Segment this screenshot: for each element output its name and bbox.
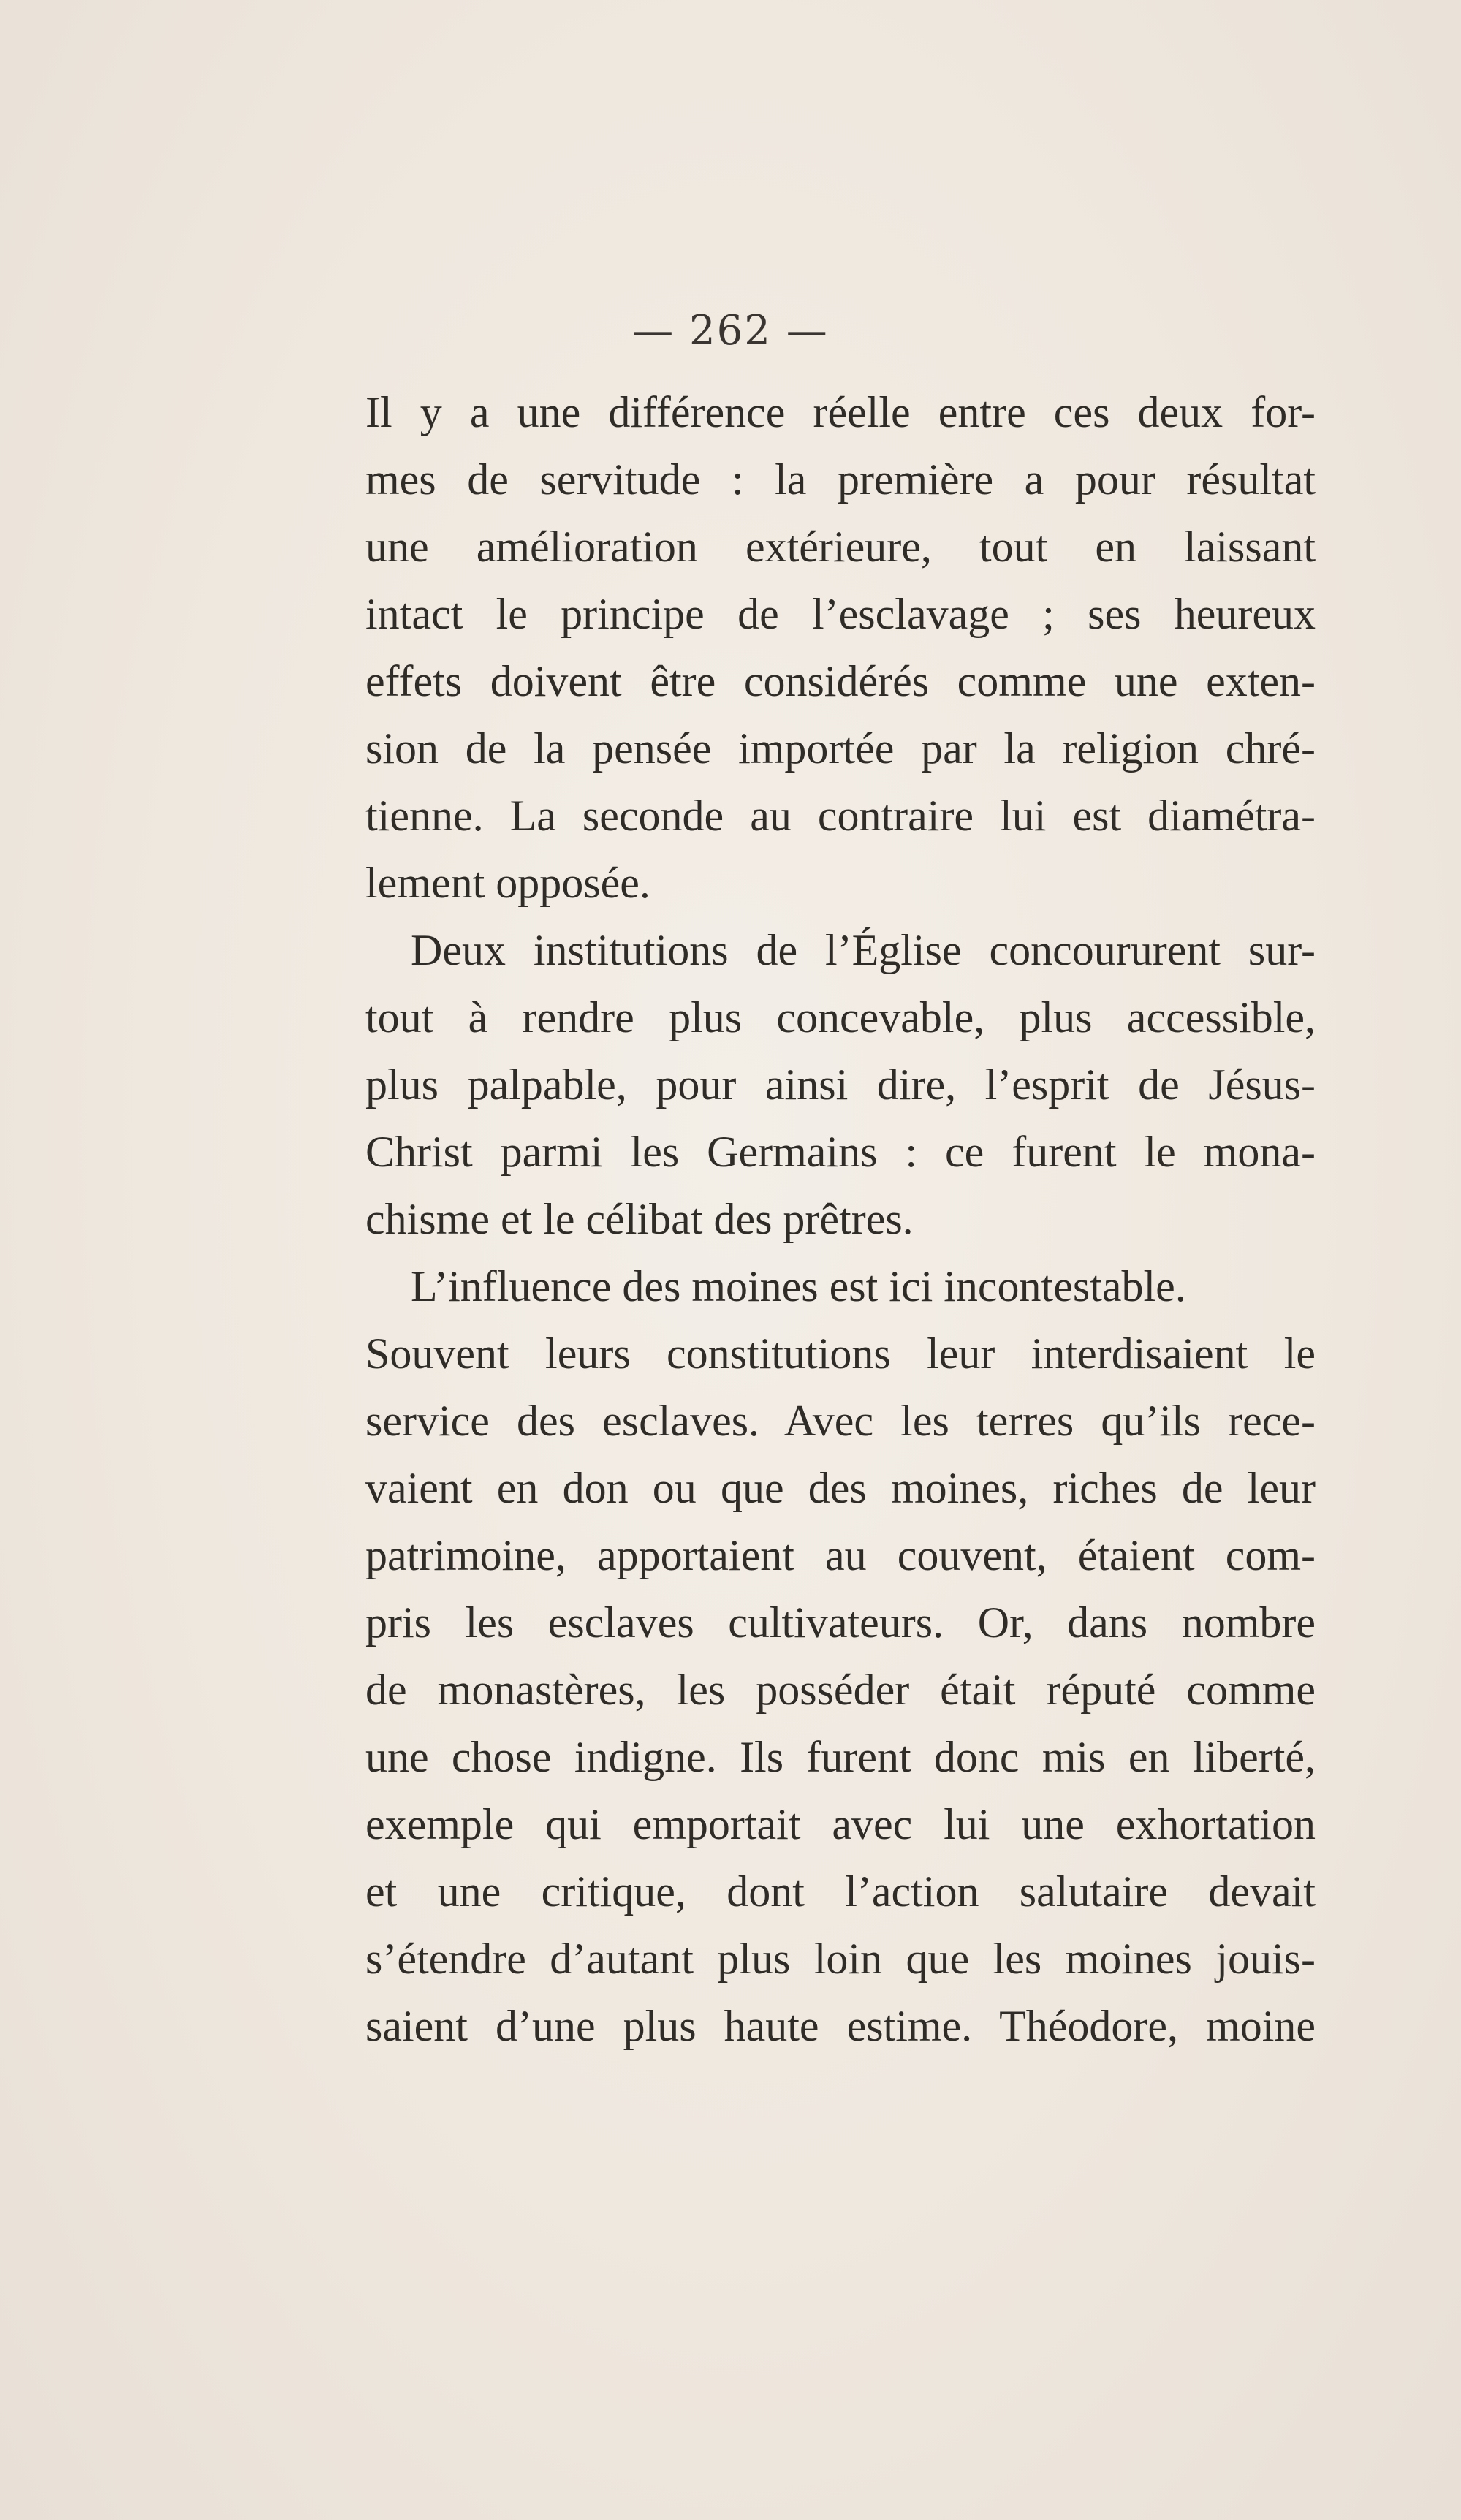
text-line: Deux institutions de l’Église concoururent sur- bbox=[411, 926, 1316, 974]
text-line: Christ parmi les Germains : ce furent le mona- bbox=[365, 1128, 1316, 1176]
text-line: une chose indigne. Ils furent donc mis en liberté, bbox=[365, 1733, 1316, 1781]
text-line: mes de servitude : la première a pour résultat bbox=[365, 455, 1316, 504]
text-line: de monastères, les posséder était réputé comme bbox=[365, 1666, 1316, 1714]
text-line: L’influence des moines est ici incontestable. bbox=[411, 1262, 1186, 1310]
text-line: une amélioration extérieure, tout en laissant bbox=[365, 523, 1316, 571]
text-line: saient d’une plus haute estime. Théodore, moine bbox=[365, 2002, 1316, 2050]
text-line: effets doivent être considérés comme une exten- bbox=[365, 657, 1316, 705]
text-line: exemple qui emportait avec lui une exhortation bbox=[365, 1800, 1316, 1848]
body-text bbox=[365, 379, 1316, 2060]
text-line: chisme et le célibat des prêtres. bbox=[365, 1195, 914, 1243]
text-line: sion de la pensée importée par la religion chré- bbox=[365, 724, 1316, 773]
page-number: — 262 — bbox=[632, 307, 829, 354]
text-line: patrimoine, apportaient au couvent, étaient com- bbox=[365, 1531, 1316, 1579]
text-line: lement opposée. bbox=[365, 859, 650, 907]
text-line: Il y a une différence réelle entre ces deux for- bbox=[365, 388, 1316, 436]
text-line: Souvent leurs constitutions leur interdisaient le bbox=[365, 1329, 1316, 1378]
text-line: s’étendre d’autant plus loin que les moines jouis- bbox=[365, 1935, 1316, 1983]
text-line: et une critique, dont l’action salutaire devait bbox=[365, 1867, 1316, 1916]
text-line: vaient en don ou que des moines, riches de leur bbox=[365, 1464, 1316, 1512]
text-line: intact le principe de l’esclavage ; ses heureux bbox=[365, 590, 1316, 638]
text-line: tout à rendre plus concevable, plus accessible, bbox=[365, 993, 1316, 1041]
text-line: pris les esclaves cultivateurs. Or, dans nombre bbox=[365, 1598, 1316, 1647]
text-line: service des esclaves. Avec les terres qu’ils rece- bbox=[365, 1397, 1316, 1445]
text-line: plus palpable, pour ainsi dire, l’esprit de Jésus- bbox=[365, 1060, 1316, 1109]
text-line: tienne. La seconde au contraire lui est diamétra- bbox=[365, 792, 1316, 840]
